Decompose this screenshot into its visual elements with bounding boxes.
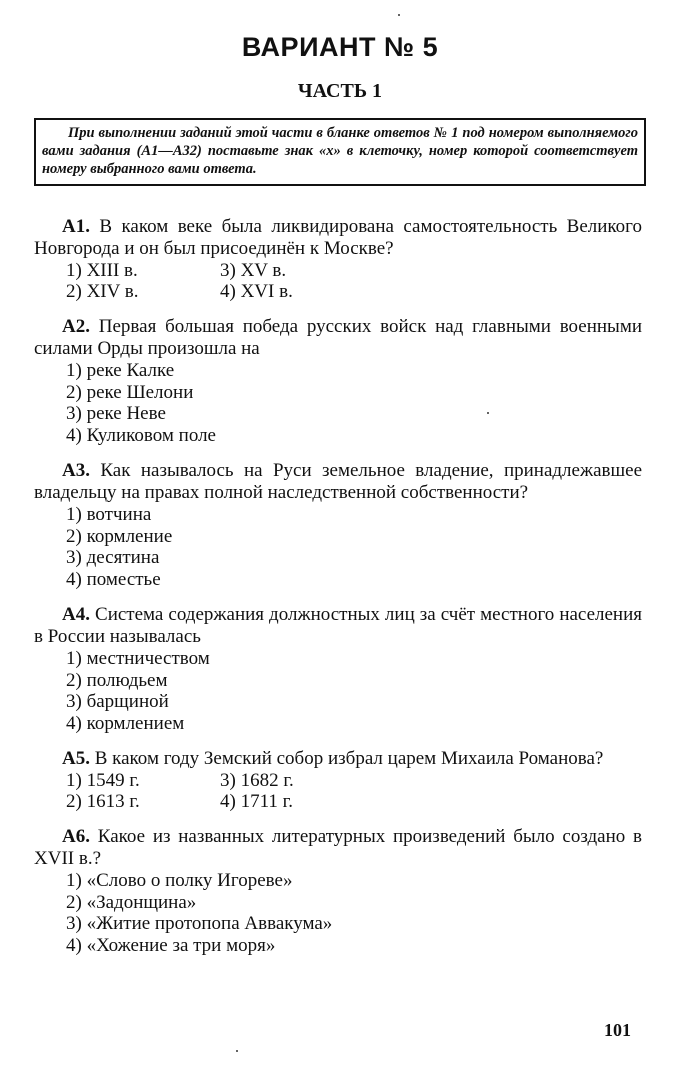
question-text [34,604,642,648]
answer-options [34,360,642,446]
question-a2 [34,316,642,446]
answer-option: 3) десятина [66,547,160,568]
answer-option: 1) «Слово о полку Игореве» [66,870,293,891]
question-body: В каком году Земский собор избрал царем Михаила Романова? [94,748,604,769]
instruction-box: При выполнении заданий этой части в бланке ответов № 1 под номером выполняемого вами задания (А1—А32) поставьте знак «х» в клеточку, номер которой соответствует номеру выбранного вами ответа. [34,118,646,186]
answer-option: 4) поместье [66,568,161,590]
answer-option: 3) 1682 г. [220,770,294,791]
question-body: Какое из названных литературных произведений было создано в XVII в.? [34,826,643,869]
question-number: А4. [62,604,90,625]
answer-options [34,260,642,302]
question-number: А6. [62,826,90,847]
question-a1 [34,216,642,302]
question-body: Первая большая победа русских войск над главными военными силами Орды произошла на [34,316,643,359]
answer-option: 1) XIII в. [66,260,138,281]
question-text [34,316,642,360]
answer-option: 1) реке Калке [66,360,175,381]
question-text [34,460,642,504]
answer-options [34,870,642,956]
answer-option: 2) реке Шелони [66,381,194,403]
scan-speck [487,412,489,414]
questions-list [34,216,642,970]
answer-option: 1) местничеством [66,648,210,669]
page-number: 101 [604,1020,631,1040]
answer-option: 2) «Задонщина» [66,891,197,913]
answer-option: 3) барщиной [66,691,169,712]
part-title: ЧАСТЬ 1 [297,80,383,102]
question-number: А2. [62,316,90,337]
answer-options [34,648,642,734]
variant-title: ВАРИАНТ № 5 [241,32,439,62]
question-text [34,826,642,870]
answer-option: 3) реке Неве [66,403,166,424]
answer-options [34,770,642,812]
scan-speck [236,1050,238,1052]
question-body: Система содержания должностных лиц за счёт местного населения в России называлась [34,604,643,647]
answer-option: 4) «Хожение за три моря» [66,934,276,956]
answer-option: 2) кормление [66,525,173,547]
answer-option: 3) «Житие протопопа Аввакума» [66,913,333,934]
answer-option: 1) вотчина [66,504,152,525]
question-number: А5. [62,748,90,769]
answer-option: 4) кормлением [66,712,185,734]
answer-option: 2) 1613 г. [66,791,140,812]
question-text [34,216,642,260]
answer-option: 2) XIV в. [66,281,139,302]
answer-option: 3) XV в. [220,260,287,281]
question-a6 [34,826,642,956]
answer-options [34,504,642,590]
scan-speck [398,14,400,16]
question-body: Как называлось на Руси земельное владение, принадлежавшее владельцу на правах полной наследственной собственности? [34,460,642,503]
answer-option: 4) Куликовом поле [66,424,216,446]
question-body: В каком веке была ликвидирована самостоятельность Великого Новгорода и он был присоединён к Москве? [34,216,642,259]
question-a5 [34,748,642,812]
question-number: А3. [62,460,90,481]
answer-option: 2) полюдьем [66,669,168,691]
question-a4 [34,604,642,734]
question-number: А1. [62,216,90,237]
question-a3 [34,460,642,590]
question-text [34,748,642,770]
answer-option: 4) 1711 г. [220,791,294,812]
answer-option: 4) XVI в. [220,281,293,302]
answer-option: 1) 1549 г. [66,770,140,791]
